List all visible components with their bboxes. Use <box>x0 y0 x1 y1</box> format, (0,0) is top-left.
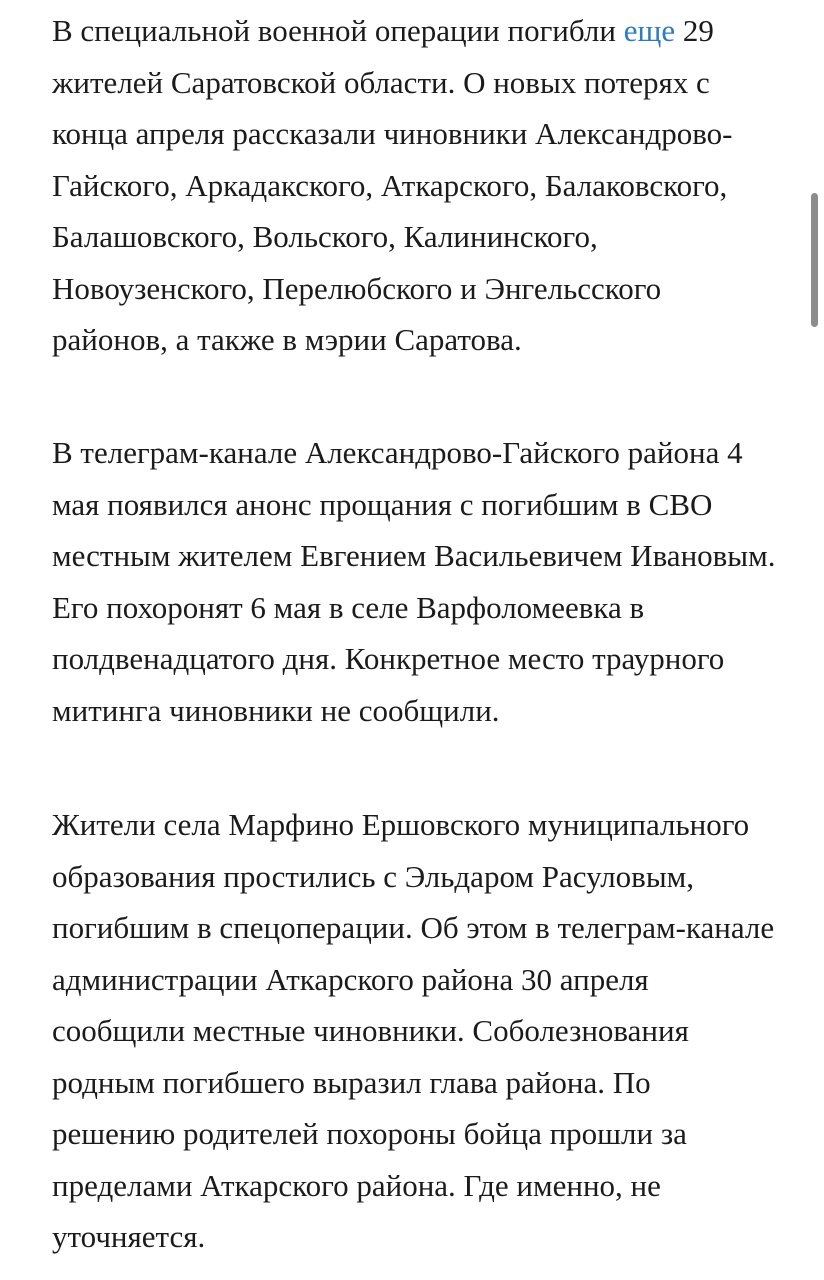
more-link[interactable]: еще <box>623 13 676 48</box>
paragraph-line: Гайского, Аркадакского, Аткарского, Балаковского, <box>52 167 728 203</box>
paragraph-line: погибшим в спецоперации. Об этом в телеграм-канале <box>52 910 775 945</box>
paragraph-line: Его похоронят 6 мая в селе Варфоломеевка в <box>52 589 645 625</box>
article-paragraph-2 <box>52 427 776 736</box>
paragraph-line: администрации Аткарского района 30 апреля <box>52 961 649 997</box>
paragraph-line: полдвенадцатого дня. Конкретное место траурного <box>52 641 725 676</box>
paragraph-line: Новоузенского, Перелюбского и Энгельсского <box>52 270 662 306</box>
paragraph-line: сообщили местные чиновники. Соболезнования <box>52 1013 689 1048</box>
paragraph-line: конца апреля рассказали чиновники Александрово- <box>52 116 733 151</box>
paragraph-line: пределами Аткарского района. Где именно, не <box>52 1167 661 1203</box>
paragraph-line: Жители села Марфино Ершовского муниципального <box>52 807 750 842</box>
article-paragraph-1 <box>52 5 732 366</box>
paragraph-line: митинга чиновники не сообщили. <box>52 692 500 728</box>
paragraph-line: родным погибшего выразил глава района. По <box>52 1064 651 1100</box>
paragraph-line: уточняется. <box>52 1219 206 1254</box>
paragraph-line: районов, а также в мэрии Саратова. <box>52 322 522 357</box>
vertical-scrollbar[interactable] <box>811 193 818 327</box>
paragraph-line <box>52 5 732 57</box>
paragraph-line: В телеграм-канале Александрово-Гайского района 4 <box>52 435 743 470</box>
paragraph-line: образования простились с Эльдаром Расуловым, <box>52 858 695 894</box>
paragraph-line: жителей Саратовской области. О новых потерях с <box>52 64 710 100</box>
paragraph-line: мая появился анонс прощания с погибшим в СВО <box>52 486 713 522</box>
paragraph-line: решению родителей похороны бойца прошли за <box>52 1116 687 1151</box>
paragraph-line: местным жителем Евгением Васильевичем Ивановым. <box>52 538 776 573</box>
paragraph-line: Балашовского, Вольского, Калининского, <box>52 219 598 254</box>
paragraph-text: В специальной военной операции погибли <box>52 13 624 48</box>
article-paragraph-3 <box>52 799 774 1263</box>
paragraph-text: 29 <box>675 13 714 48</box>
